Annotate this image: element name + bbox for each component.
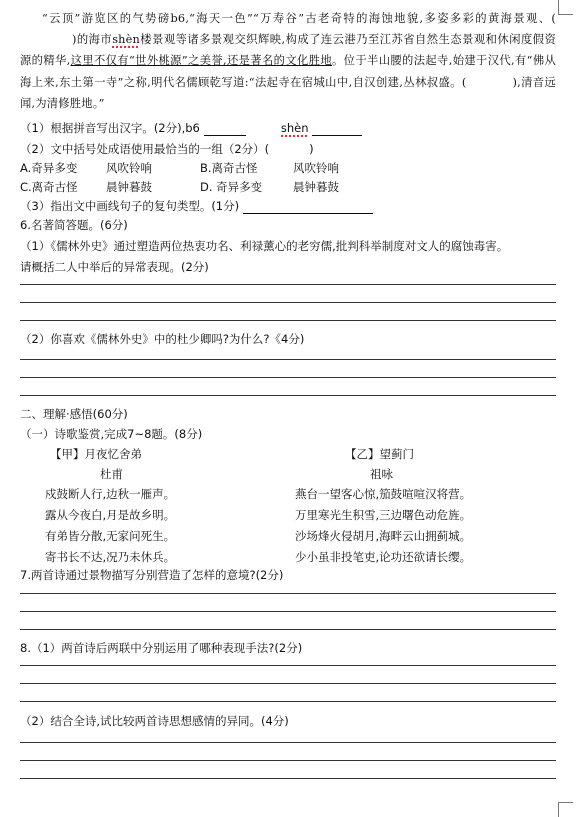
passage-underlined-sentence: 这里不仅有“世外桃源”之美誉,还是著名的文化胜地 <box>70 54 333 68</box>
answer-line[interactable] <box>20 629 556 630</box>
passage-text-3: 楼景观等诸多景观交织辉映,构成了连云港乃至江苏省自然生态景观和休闲度假资源的精华, <box>20 33 556 68</box>
answer-line[interactable] <box>20 665 556 666</box>
answer-line[interactable] <box>20 760 556 761</box>
poem-a-line-4: 寄书长不达,况乃未休兵。 <box>45 550 176 564</box>
poem-b-line-1: 燕台一望客心惊,笳鼓喧喧汉将营。 <box>295 487 472 501</box>
answer-line[interactable] <box>20 701 556 702</box>
answer-line[interactable] <box>20 778 556 779</box>
reading-passage <box>20 8 556 114</box>
answer-blank[interactable] <box>269 145 309 157</box>
poem-a-author: 杜甫 <box>100 467 123 481</box>
page-corner-mark-top <box>558 0 573 15</box>
option-d-2: 晨钟暮鼓 <box>293 180 339 194</box>
question-1 <box>20 120 362 136</box>
poem-a-line-3: 有弟皆分散,无家问死生。 <box>45 529 176 543</box>
option-b-2: 风吹铃响 <box>293 161 339 175</box>
poem-a-line-1: 戍鼓断人行,边秋一雁声。 <box>45 487 176 501</box>
answer-blank[interactable] <box>243 201 373 214</box>
question-7: 7.两首诗通过景物描写分别营造了怎样的意境?(2分) <box>20 568 284 582</box>
question-2 <box>20 141 314 157</box>
poem-b-author: 祖咏 <box>370 467 393 481</box>
question-6-1-line-2: 请概括二人中举后的异常表现。(2分) <box>20 260 209 274</box>
question-1-pinyin: shèn <box>280 121 309 135</box>
question-2-close: ) <box>309 142 314 156</box>
question-3 <box>20 198 373 214</box>
answer-line[interactable] <box>20 593 556 594</box>
section-2-sub: （一）诗歌鉴赏,完成7~8题。(8分) <box>20 427 203 441</box>
answer-line[interactable] <box>20 359 556 360</box>
question-1-label: （1）根据拼音写出汉字。(2分),b6 <box>20 121 200 135</box>
poem-a-line-2: 露从今夜白,月是故乡明。 <box>45 508 176 522</box>
page-corner-mark-bottom <box>558 802 573 817</box>
section-2-title: 二、理解·感悟(60分) <box>20 407 128 421</box>
option-b-1[interactable]: B.离奇古怪 <box>200 161 258 175</box>
answer-line[interactable] <box>20 683 556 684</box>
passage-pinyin: shèn <box>112 33 141 47</box>
option-a-1[interactable]: A.奇异多变 <box>20 161 78 175</box>
option-a-2: 风吹铃响 <box>106 161 152 175</box>
question-6-2: （2）你喜欢《儒林外史》中的杜少卿吗?为什么?《4分) <box>20 332 305 346</box>
poem-b-line-2: 万里寒光生积雪,三边曙色动危旌。 <box>295 508 472 522</box>
poem-b-line-3: 沙场烽火侵胡月,海畔云山拥蓟城。 <box>295 529 472 543</box>
question-8-2: （2）结合全诗,试比较两首诗思想感情的异同。(4分) <box>20 714 289 728</box>
question-8-1: 8.（1）两首诗后两联中分别运用了哪种表现手法?(2分) <box>20 641 303 655</box>
passage-text-2: )的海市 <box>72 33 113 47</box>
answer-line[interactable] <box>20 377 556 378</box>
option-d-1[interactable]: D. 奇异多变 <box>200 180 263 194</box>
answer-line[interactable] <box>20 742 556 743</box>
passage-text-1: “云顶”游览区的气势磅b6,“海天一色”“万寿谷”古老奇特的海蚀地貌,多姿多彩的黄海景观、( <box>42 12 556 25</box>
answer-line[interactable] <box>20 395 556 396</box>
answer-line[interactable] <box>20 320 556 321</box>
question-6-1-line-1: （1）《儒林外史》通过塑造两位热衷功名、利禄薰心的老穷儒,批判科举制度对文人的腐蚀毒害。 <box>20 239 509 253</box>
answer-blank[interactable] <box>204 123 246 136</box>
answer-line[interactable] <box>20 611 556 612</box>
question-2-label: （2）文中括号处成语使用最恰当的一组（2分）( <box>20 142 270 156</box>
option-c-2: 晨钟暮鼓 <box>106 180 152 194</box>
poem-a-title: 【甲】月夜忆舍弟 <box>50 447 142 461</box>
option-c-1[interactable]: C.离奇古怪 <box>20 180 78 194</box>
poem-b-line-4: 少小虽非投笔吏,论功还欲请长缨。 <box>295 550 472 564</box>
answer-line[interactable] <box>20 284 556 285</box>
passage-text-4: 。位于半山腰的法起寺,始建于汉代,有“佛从海上来,东土第一寺”之称,明代名儒顾乾写道:“法起寺在宿城山中,自汉创建,丛林叔盛。( <box>20 54 556 89</box>
answer-blank[interactable] <box>312 123 362 136</box>
poem-b-title: 【乙】望蓟门 <box>345 447 414 461</box>
answer-line[interactable] <box>20 302 556 303</box>
question-6-title: 6.名著简答题。(6分) <box>20 218 128 232</box>
passage-text-5: ),清音远闻,为清修胜地。” <box>20 75 557 110</box>
question-3-label: （3）指出文中画线句子的复句类型。(1分) <box>20 199 240 213</box>
